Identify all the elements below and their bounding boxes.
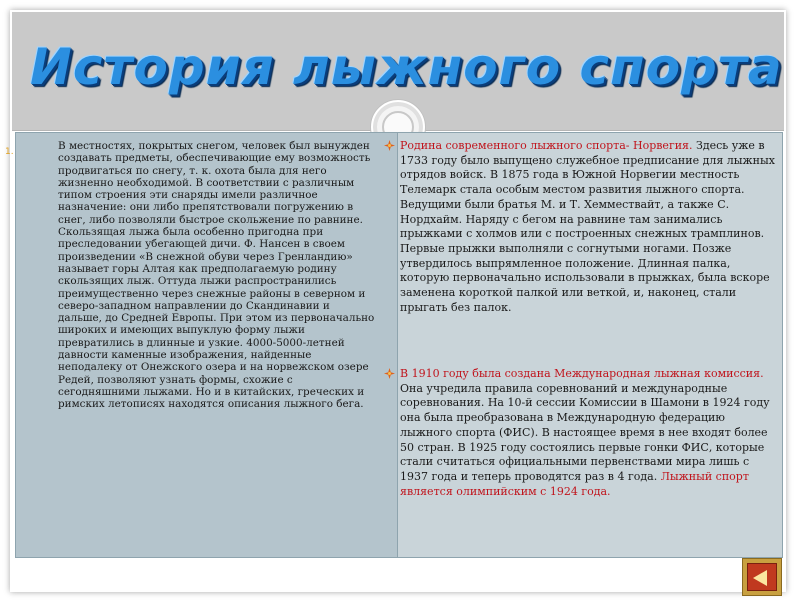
right-paragraph-1 (384, 139, 776, 315)
left-column-text: В местностях, покрытых снегом, человек был вынужден создавать предметы, обеспечивающие ему возможность продвигаться по снегу, т. к. охота была для него жизненно необходимой. В соответствии с различным типом строения эти снаряды имели различное назначение: они либо препятствовали погружению в снег, либо позволяли быстрое скольжение по равнине. Скользящая лыжа была особенно пригодна при преследовании убегающей дичи. Ф. Нансен в своем произведении «В снежной обуви через Гренландию» называет горы Алтая как предполагаемую родину скользящих лыж. Оттуда лыжи распространились преимущественно через снежные районы в северном и северо-западном направлении до Скандинавии и дальше, до Средней Европы. При этом из первоначально широких и имеющих выпуклую форму лыжи превратились в длинные и узкие. 4000-5000-летней давности каменные изображения, найденные неподалеку от Онежского озера и на норвежском озере Редей, позволяют узнать формы, схожие с сегодняшними лыжами. Но и в китайских, греческих и римских летописях находятся описания лыжного бега. (58, 140, 375, 411)
paragraph-2-text: Она учредила правила соревнований и международные соревнования. На 10-й сессии Комиссии в Шамони в 1924 году она была преобразована в Международную федерацию лыжного спорта (ФИС). В настоящее время в нее входят более 50 стран. В 1925 году состоялись первые гонки ФИС, которые стали считаться официальными первенствами мира лишь с 1937 года и теперь проводятся раз в 4 года. (400, 381, 770, 483)
paragraph-1-text: Здесь уже в 1733 году было выпущено служебное предписание для лыжных отрядов войск. В 1875 года в Южной Норвегии местность Телемарк стала особым местом развития лыжного спорта. Ведущими были братья М. и Т. Хеммествайт, а также С. Нордхайм. Наряду с бегом на равнине там занимались прыжками с холмов или с построенных снежных трамплинов. Первые прыжки выполняли с согнутыми ногами. Позже утвердилось выпрямленное положение. Длинная палка, которую первоначально использовали в прыжках, была вскоре заменена короткой палкой или веткой, и, наконец, стали прыгать без палок. (400, 139, 775, 314)
sparkle-bullet-icon (384, 368, 395, 379)
paragraph-1-highlight: Родина современного лыжного спорта- Норвегия. (400, 139, 693, 152)
paragraph-2-closing-highlight: Лыжный спорт является олимпийским с 1924 года. (400, 469, 749, 498)
back-arrow-icon (753, 570, 767, 586)
back-nav-button[interactable] (742, 558, 782, 596)
slide-title: История лыжного спорта (30, 38, 783, 96)
list-number: 1. (5, 147, 14, 157)
right-paragraph-2 (384, 367, 776, 499)
sparkle-bullet-icon (384, 140, 395, 151)
paragraph-2-highlight: В 1910 году была создана Международная лыжная комиссия. (400, 367, 764, 380)
back-nav-button-face[interactable] (747, 563, 777, 591)
